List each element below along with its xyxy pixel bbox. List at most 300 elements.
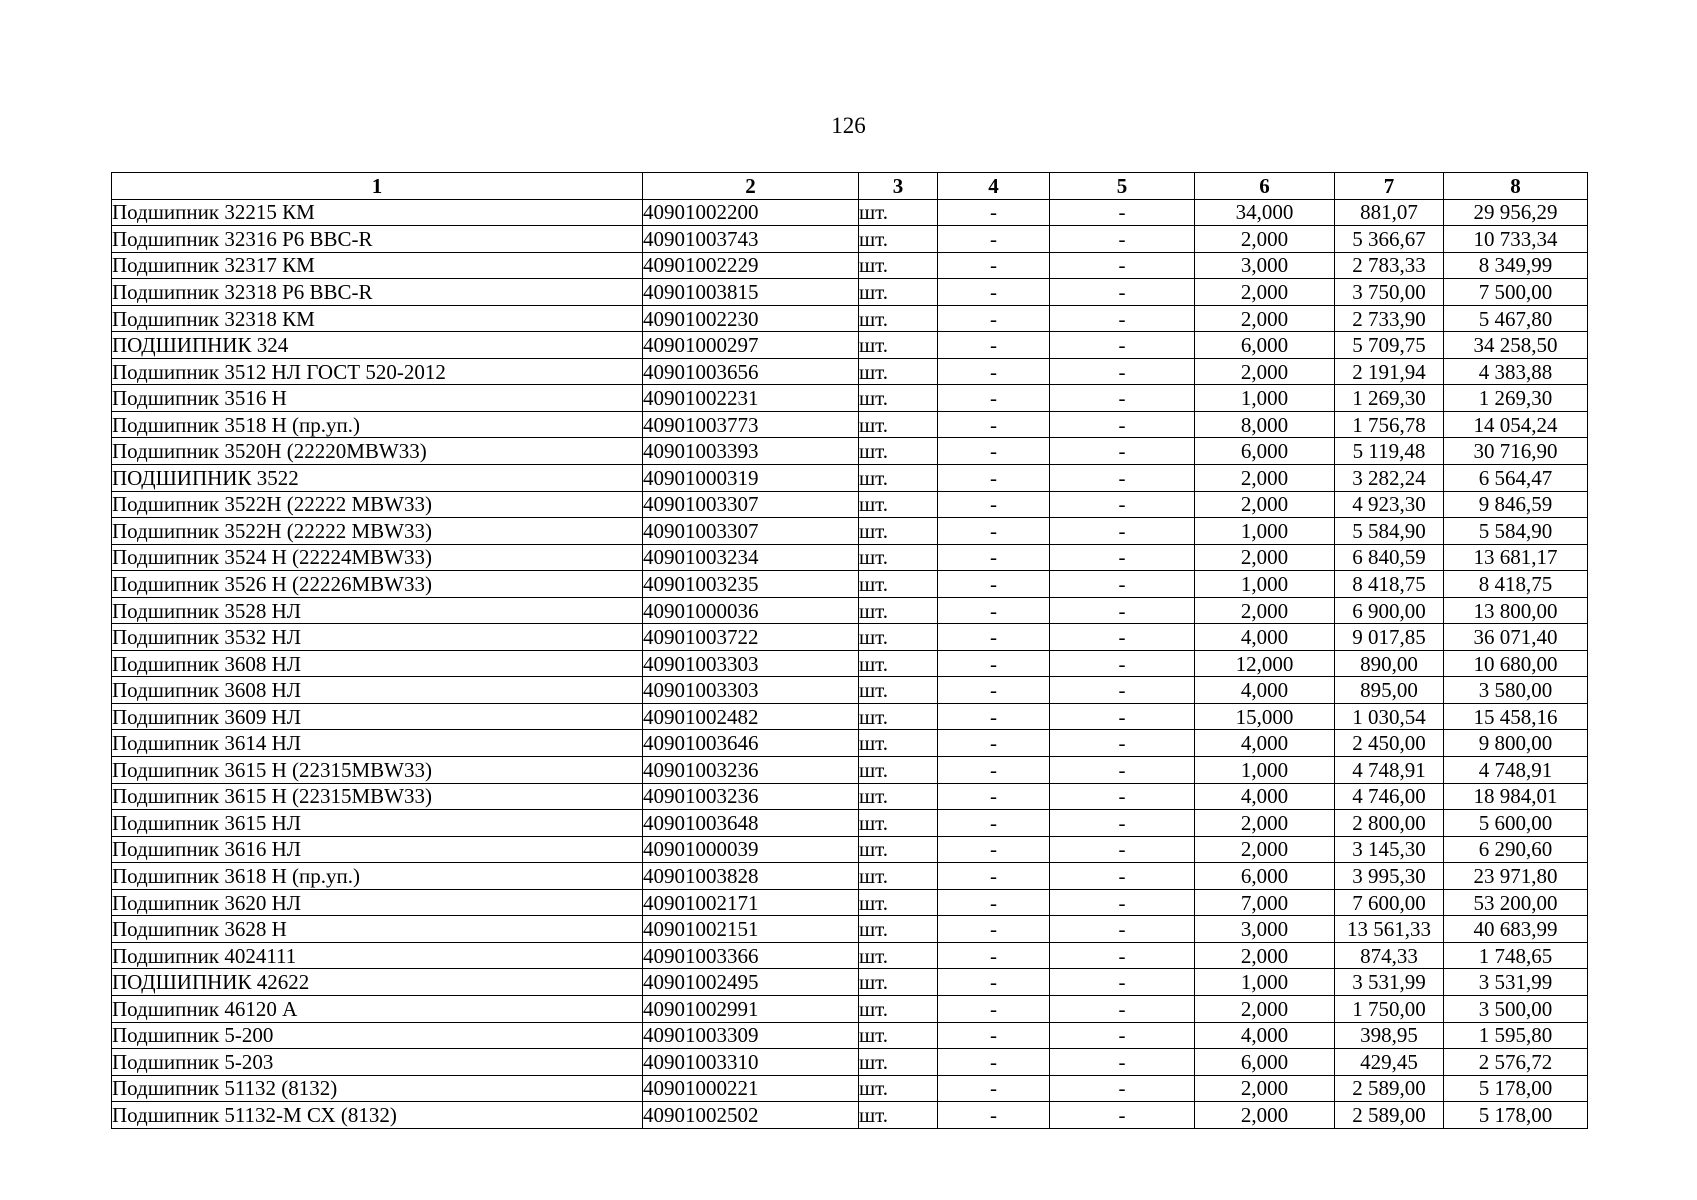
item-name-cell: Подшипник 3532 НЛ xyxy=(112,624,643,651)
amount-cell: 34 258,50 xyxy=(1444,332,1588,359)
item-name-cell: Подшипник 3620 НЛ xyxy=(112,889,643,916)
price-cell: 874,33 xyxy=(1335,942,1444,969)
quantity-cell: 4,000 xyxy=(1195,783,1335,810)
item-name-cell: ПОДШИПНИК 42622 xyxy=(112,969,643,996)
table-body xyxy=(112,199,1588,1128)
col5-cell: - xyxy=(1050,916,1195,943)
item-name-cell: Подшипник 32318 КМ xyxy=(112,305,643,332)
item-name-cell: Подшипник 32318 Р6 ВВС-R xyxy=(112,279,643,306)
col4-cell: - xyxy=(938,916,1050,943)
item-code-cell: 40901002502 xyxy=(643,1102,859,1129)
item-code-cell: 40901002171 xyxy=(643,889,859,916)
col4-cell: - xyxy=(938,703,1050,730)
col4-cell: - xyxy=(938,624,1050,651)
item-name-cell: Подшипник 3615 Н (22315MBW33) xyxy=(112,757,643,784)
price-cell: 13 561,33 xyxy=(1335,916,1444,943)
quantity-cell: 2,000 xyxy=(1195,544,1335,571)
amount-cell: 6 564,47 xyxy=(1444,465,1588,492)
price-cell: 7 600,00 xyxy=(1335,889,1444,916)
col5-cell: - xyxy=(1050,942,1195,969)
quantity-cell: 2,000 xyxy=(1195,942,1335,969)
unit-cell: шт. xyxy=(859,889,938,916)
table-row xyxy=(112,597,1588,624)
col5-cell: - xyxy=(1050,465,1195,492)
amount-cell: 53 200,00 xyxy=(1444,889,1588,916)
amount-cell: 29 956,29 xyxy=(1444,199,1588,226)
unit-cell: шт. xyxy=(859,438,938,465)
amount-cell: 1 595,80 xyxy=(1444,1022,1588,1049)
col5-cell: - xyxy=(1050,969,1195,996)
table-row xyxy=(112,1049,1588,1076)
table-row xyxy=(112,836,1588,863)
price-cell: 3 531,99 xyxy=(1335,969,1444,996)
quantity-cell: 1,000 xyxy=(1195,385,1335,412)
unit-cell: шт. xyxy=(859,1049,938,1076)
item-code-cell: 40901003722 xyxy=(643,624,859,651)
unit-cell: шт. xyxy=(859,757,938,784)
quantity-cell: 3,000 xyxy=(1195,916,1335,943)
col5-cell: - xyxy=(1050,411,1195,438)
price-cell: 5 119,48 xyxy=(1335,438,1444,465)
item-name-cell: Подшипник 3609 НЛ xyxy=(112,703,643,730)
price-cell: 1 269,30 xyxy=(1335,385,1444,412)
quantity-cell: 2,000 xyxy=(1195,491,1335,518)
amount-cell: 1 269,30 xyxy=(1444,385,1588,412)
amount-cell: 14 054,24 xyxy=(1444,411,1588,438)
price-cell: 2 191,94 xyxy=(1335,358,1444,385)
col4-cell: - xyxy=(938,650,1050,677)
col4-cell: - xyxy=(938,863,1050,890)
col4-cell: - xyxy=(938,332,1050,359)
col4-cell: - xyxy=(938,465,1050,492)
item-name-cell: Подшипник 3516 Н xyxy=(112,385,643,412)
col5-cell: - xyxy=(1050,279,1195,306)
col5-cell: - xyxy=(1050,1075,1195,1102)
unit-cell: шт. xyxy=(859,810,938,837)
amount-cell: 6 290,60 xyxy=(1444,836,1588,863)
unit-cell: шт. xyxy=(859,491,938,518)
table-row xyxy=(112,279,1588,306)
table-row xyxy=(112,757,1588,784)
item-code-cell: 40901003303 xyxy=(643,677,859,704)
amount-cell: 8 418,75 xyxy=(1444,571,1588,598)
unit-cell: шт. xyxy=(859,411,938,438)
col4-cell: - xyxy=(938,385,1050,412)
col4-cell: - xyxy=(938,1049,1050,1076)
quantity-cell: 2,000 xyxy=(1195,465,1335,492)
column-header: 1 xyxy=(112,173,643,200)
amount-cell: 4 383,88 xyxy=(1444,358,1588,385)
quantity-cell: 15,000 xyxy=(1195,703,1335,730)
table-row xyxy=(112,491,1588,518)
table-row xyxy=(112,252,1588,279)
table-row xyxy=(112,518,1588,545)
unit-cell: шт. xyxy=(859,730,938,757)
unit-cell: шт. xyxy=(859,969,938,996)
table-row xyxy=(112,465,1588,492)
quantity-cell: 34,000 xyxy=(1195,199,1335,226)
item-code-cell: 40901003310 xyxy=(643,1049,859,1076)
amount-cell: 13 681,17 xyxy=(1444,544,1588,571)
column-header: 3 xyxy=(859,173,938,200)
item-code-cell: 40901000036 xyxy=(643,597,859,624)
item-code-cell: 40901000221 xyxy=(643,1075,859,1102)
quantity-cell: 2,000 xyxy=(1195,836,1335,863)
quantity-cell: 2,000 xyxy=(1195,358,1335,385)
quantity-cell: 1,000 xyxy=(1195,757,1335,784)
col4-cell: - xyxy=(938,836,1050,863)
item-name-cell: Подшипник 3522Н (22222 MBW33) xyxy=(112,491,643,518)
amount-cell: 36 071,40 xyxy=(1444,624,1588,651)
header-row xyxy=(112,173,1588,200)
unit-cell: шт. xyxy=(859,252,938,279)
table-row xyxy=(112,810,1588,837)
table-row xyxy=(112,571,1588,598)
item-code-cell: 40901002200 xyxy=(643,199,859,226)
col4-cell: - xyxy=(938,1022,1050,1049)
price-cell: 881,07 xyxy=(1335,199,1444,226)
unit-cell: шт. xyxy=(859,650,938,677)
price-cell: 8 418,75 xyxy=(1335,571,1444,598)
col5-cell: - xyxy=(1050,491,1195,518)
item-name-cell: Подшипник 3524 Н (22224MBW33) xyxy=(112,544,643,571)
unit-cell: шт. xyxy=(859,942,938,969)
price-cell: 2 589,00 xyxy=(1335,1075,1444,1102)
column-header: 2 xyxy=(643,173,859,200)
col4-cell: - xyxy=(938,438,1050,465)
table-row xyxy=(112,942,1588,969)
item-name-cell: Подшипник 3615 НЛ xyxy=(112,810,643,837)
unit-cell: шт. xyxy=(859,597,938,624)
col4-cell: - xyxy=(938,1102,1050,1129)
col5-cell: - xyxy=(1050,730,1195,757)
col4-cell: - xyxy=(938,810,1050,837)
amount-cell: 18 984,01 xyxy=(1444,783,1588,810)
unit-cell: шт. xyxy=(859,1075,938,1102)
column-header: 4 xyxy=(938,173,1050,200)
col4-cell: - xyxy=(938,783,1050,810)
item-code-cell: 40901003646 xyxy=(643,730,859,757)
page-number: 126 xyxy=(831,113,866,138)
quantity-cell: 6,000 xyxy=(1195,438,1335,465)
col5-cell: - xyxy=(1050,226,1195,253)
col5-cell: - xyxy=(1050,544,1195,571)
amount-cell: 5 467,80 xyxy=(1444,305,1588,332)
price-cell: 398,95 xyxy=(1335,1022,1444,1049)
col4-cell: - xyxy=(938,757,1050,784)
price-cell: 3 750,00 xyxy=(1335,279,1444,306)
col4-cell: - xyxy=(938,199,1050,226)
col5-cell: - xyxy=(1050,624,1195,651)
item-code-cell: 40901003235 xyxy=(643,571,859,598)
amount-cell: 40 683,99 xyxy=(1444,916,1588,943)
table-row xyxy=(112,995,1588,1022)
col5-cell: - xyxy=(1050,810,1195,837)
item-code-cell: 40901000319 xyxy=(643,465,859,492)
table-row xyxy=(112,624,1588,651)
price-cell: 4 748,91 xyxy=(1335,757,1444,784)
amount-cell: 3 500,00 xyxy=(1444,995,1588,1022)
item-code-cell: 40901002231 xyxy=(643,385,859,412)
col4-cell: - xyxy=(938,571,1050,598)
col5-cell: - xyxy=(1050,199,1195,226)
unit-cell: шт. xyxy=(859,279,938,306)
item-name-cell: ПОДШИПНИК 324 xyxy=(112,332,643,359)
table-row xyxy=(112,226,1588,253)
quantity-cell: 1,000 xyxy=(1195,969,1335,996)
col4-cell: - xyxy=(938,730,1050,757)
table-row xyxy=(112,199,1588,226)
amount-cell: 8 349,99 xyxy=(1444,252,1588,279)
quantity-cell: 2,000 xyxy=(1195,597,1335,624)
price-cell: 5 709,75 xyxy=(1335,332,1444,359)
table-row xyxy=(112,385,1588,412)
item-code-cell: 40901002991 xyxy=(643,995,859,1022)
col5-cell: - xyxy=(1050,783,1195,810)
quantity-cell: 6,000 xyxy=(1195,332,1335,359)
quantity-cell: 4,000 xyxy=(1195,624,1335,651)
table-row xyxy=(112,969,1588,996)
col5-cell: - xyxy=(1050,889,1195,916)
price-cell: 2 733,90 xyxy=(1335,305,1444,332)
unit-cell: шт. xyxy=(859,332,938,359)
price-cell: 1 756,78 xyxy=(1335,411,1444,438)
item-name-cell: Подшипник 3618 Н (пр.уп.) xyxy=(112,863,643,890)
column-header: 5 xyxy=(1050,173,1195,200)
col4-cell: - xyxy=(938,969,1050,996)
item-code-cell: 40901000297 xyxy=(643,332,859,359)
column-header: 8 xyxy=(1444,173,1588,200)
price-cell: 6 900,00 xyxy=(1335,597,1444,624)
quantity-cell: 2,000 xyxy=(1195,279,1335,306)
amount-cell: 3 580,00 xyxy=(1444,677,1588,704)
item-code-cell: 40901003236 xyxy=(643,757,859,784)
col4-cell: - xyxy=(938,252,1050,279)
item-name-cell: Подшипник 3614 НЛ xyxy=(112,730,643,757)
col5-cell: - xyxy=(1050,1022,1195,1049)
table-row xyxy=(112,730,1588,757)
col5-cell: - xyxy=(1050,358,1195,385)
col4-cell: - xyxy=(938,889,1050,916)
item-name-cell: Подшипник 32215 КМ xyxy=(112,199,643,226)
amount-cell: 5 584,90 xyxy=(1444,518,1588,545)
unit-cell: шт. xyxy=(859,995,938,1022)
table-row xyxy=(112,332,1588,359)
item-name-cell: Подшипник 3628 Н xyxy=(112,916,643,943)
item-code-cell: 40901003307 xyxy=(643,491,859,518)
quantity-cell: 2,000 xyxy=(1195,305,1335,332)
table-row xyxy=(112,703,1588,730)
amount-cell: 15 458,16 xyxy=(1444,703,1588,730)
col5-cell: - xyxy=(1050,385,1195,412)
item-name-cell: Подшипник 3608 НЛ xyxy=(112,677,643,704)
table-row xyxy=(112,411,1588,438)
price-cell: 3 282,24 xyxy=(1335,465,1444,492)
item-name-cell: Подшипник 5-200 xyxy=(112,1022,643,1049)
price-cell: 9 017,85 xyxy=(1335,624,1444,651)
col5-cell: - xyxy=(1050,757,1195,784)
price-cell: 429,45 xyxy=(1335,1049,1444,1076)
item-code-cell: 40901003743 xyxy=(643,226,859,253)
quantity-cell: 6,000 xyxy=(1195,1049,1335,1076)
quantity-cell: 1,000 xyxy=(1195,571,1335,598)
table-row xyxy=(112,677,1588,704)
item-name-cell: Подшипник 51132 (8132) xyxy=(112,1075,643,1102)
table-row xyxy=(112,438,1588,465)
unit-cell: шт. xyxy=(859,863,938,890)
item-name-cell: Подшипник 3608 НЛ xyxy=(112,650,643,677)
unit-cell: шт. xyxy=(859,916,938,943)
item-name-cell: Подшипник 5-203 xyxy=(112,1049,643,1076)
item-name-cell: Подшипник 3615 Н (22315MBW33) xyxy=(112,783,643,810)
quantity-cell: 2,000 xyxy=(1195,1075,1335,1102)
unit-cell: шт. xyxy=(859,677,938,704)
price-cell: 6 840,59 xyxy=(1335,544,1444,571)
unit-cell: шт. xyxy=(859,571,938,598)
table-row xyxy=(112,783,1588,810)
item-code-cell: 40901002229 xyxy=(643,252,859,279)
quantity-cell: 2,000 xyxy=(1195,810,1335,837)
col4-cell: - xyxy=(938,677,1050,704)
item-name-cell: Подшипник 32317 КМ xyxy=(112,252,643,279)
amount-cell: 1 748,65 xyxy=(1444,942,1588,969)
amount-cell: 23 971,80 xyxy=(1444,863,1588,890)
price-cell: 1 030,54 xyxy=(1335,703,1444,730)
col5-cell: - xyxy=(1050,518,1195,545)
item-code-cell: 40901003656 xyxy=(643,358,859,385)
unit-cell: шт. xyxy=(859,465,938,492)
item-code-cell: 40901003815 xyxy=(643,279,859,306)
quantity-cell: 6,000 xyxy=(1195,863,1335,890)
amount-cell: 7 500,00 xyxy=(1444,279,1588,306)
quantity-cell: 4,000 xyxy=(1195,1022,1335,1049)
unit-cell: шт. xyxy=(859,385,938,412)
column-header: 7 xyxy=(1335,173,1444,200)
table-row xyxy=(112,1075,1588,1102)
item-code-cell: 40901002230 xyxy=(643,305,859,332)
col4-cell: - xyxy=(938,1075,1050,1102)
table-row xyxy=(112,544,1588,571)
table-row xyxy=(112,650,1588,677)
item-name-cell: Подшипник 4024111 xyxy=(112,942,643,969)
table-row xyxy=(112,358,1588,385)
col4-cell: - xyxy=(938,942,1050,969)
column-header: 6 xyxy=(1195,173,1335,200)
col5-cell: - xyxy=(1050,332,1195,359)
col5-cell: - xyxy=(1050,1049,1195,1076)
unit-cell: шт. xyxy=(859,358,938,385)
unit-cell: шт. xyxy=(859,783,938,810)
price-cell: 5 366,67 xyxy=(1335,226,1444,253)
unit-cell: шт. xyxy=(859,836,938,863)
col5-cell: - xyxy=(1050,836,1195,863)
col5-cell: - xyxy=(1050,597,1195,624)
unit-cell: шт. xyxy=(859,1102,938,1129)
quantity-cell: 8,000 xyxy=(1195,411,1335,438)
unit-cell: шт. xyxy=(859,226,938,253)
table-row xyxy=(112,1102,1588,1129)
item-code-cell: 40901003303 xyxy=(643,650,859,677)
col5-cell: - xyxy=(1050,252,1195,279)
col4-cell: - xyxy=(938,226,1050,253)
amount-cell: 30 716,90 xyxy=(1444,438,1588,465)
quantity-cell: 2,000 xyxy=(1195,226,1335,253)
item-name-cell: ПОДШИПНИК 3522 xyxy=(112,465,643,492)
item-code-cell: 40901002495 xyxy=(643,969,859,996)
table-row xyxy=(112,1022,1588,1049)
amount-cell: 4 748,91 xyxy=(1444,757,1588,784)
item-name-cell: Подшипник 3526 Н (22226MBW33) xyxy=(112,571,643,598)
amount-cell: 2 576,72 xyxy=(1444,1049,1588,1076)
amount-cell: 10 680,00 xyxy=(1444,650,1588,677)
price-cell: 4 923,30 xyxy=(1335,491,1444,518)
item-name-cell: Подшипник 46120 А xyxy=(112,995,643,1022)
price-cell: 890,00 xyxy=(1335,650,1444,677)
item-code-cell: 40901003307 xyxy=(643,518,859,545)
item-code-cell: 40901003828 xyxy=(643,863,859,890)
table-row xyxy=(112,305,1588,332)
quantity-cell: 2,000 xyxy=(1195,1102,1335,1129)
price-cell: 4 746,00 xyxy=(1335,783,1444,810)
table-row xyxy=(112,889,1588,916)
amount-cell: 13 800,00 xyxy=(1444,597,1588,624)
quantity-cell: 3,000 xyxy=(1195,252,1335,279)
item-name-cell: Подшипник 3522Н (22222 MBW33) xyxy=(112,518,643,545)
amount-cell: 3 531,99 xyxy=(1444,969,1588,996)
item-name-cell: Подшипник 51132-М СХ (8132) xyxy=(112,1102,643,1129)
unit-cell: шт. xyxy=(859,199,938,226)
price-cell: 1 750,00 xyxy=(1335,995,1444,1022)
unit-cell: шт. xyxy=(859,544,938,571)
col4-cell: - xyxy=(938,518,1050,545)
unit-cell: шт. xyxy=(859,1022,938,1049)
col4-cell: - xyxy=(938,279,1050,306)
item-name-cell: Подшипник 3528 НЛ xyxy=(112,597,643,624)
quantity-cell: 7,000 xyxy=(1195,889,1335,916)
col5-cell: - xyxy=(1050,703,1195,730)
item-name-cell: Подшипник 3520Н (22220MBW33) xyxy=(112,438,643,465)
price-cell: 3 995,30 xyxy=(1335,863,1444,890)
col4-cell: - xyxy=(938,305,1050,332)
item-code-cell: 40901003309 xyxy=(643,1022,859,1049)
amount-cell: 5 178,00 xyxy=(1444,1102,1588,1129)
table-row xyxy=(112,863,1588,890)
col4-cell: - xyxy=(938,544,1050,571)
col4-cell: - xyxy=(938,995,1050,1022)
item-code-cell: 40901003234 xyxy=(643,544,859,571)
col4-cell: - xyxy=(938,491,1050,518)
col5-cell: - xyxy=(1050,571,1195,598)
price-cell: 2 783,33 xyxy=(1335,252,1444,279)
amount-cell: 5 178,00 xyxy=(1444,1075,1588,1102)
item-code-cell: 40901003648 xyxy=(643,810,859,837)
quantity-cell: 4,000 xyxy=(1195,677,1335,704)
quantity-cell: 12,000 xyxy=(1195,650,1335,677)
col4-cell: - xyxy=(938,597,1050,624)
price-cell: 3 145,30 xyxy=(1335,836,1444,863)
item-code-cell: 40901000039 xyxy=(643,836,859,863)
price-cell: 895,00 xyxy=(1335,677,1444,704)
col4-cell: - xyxy=(938,411,1050,438)
unit-cell: шт. xyxy=(859,305,938,332)
amount-cell: 5 600,00 xyxy=(1444,810,1588,837)
price-cell: 2 589,00 xyxy=(1335,1102,1444,1129)
amount-cell: 9 846,59 xyxy=(1444,491,1588,518)
amount-cell: 10 733,34 xyxy=(1444,226,1588,253)
item-code-cell: 40901003236 xyxy=(643,783,859,810)
inventory-table xyxy=(111,172,1588,1129)
col5-cell: - xyxy=(1050,863,1195,890)
